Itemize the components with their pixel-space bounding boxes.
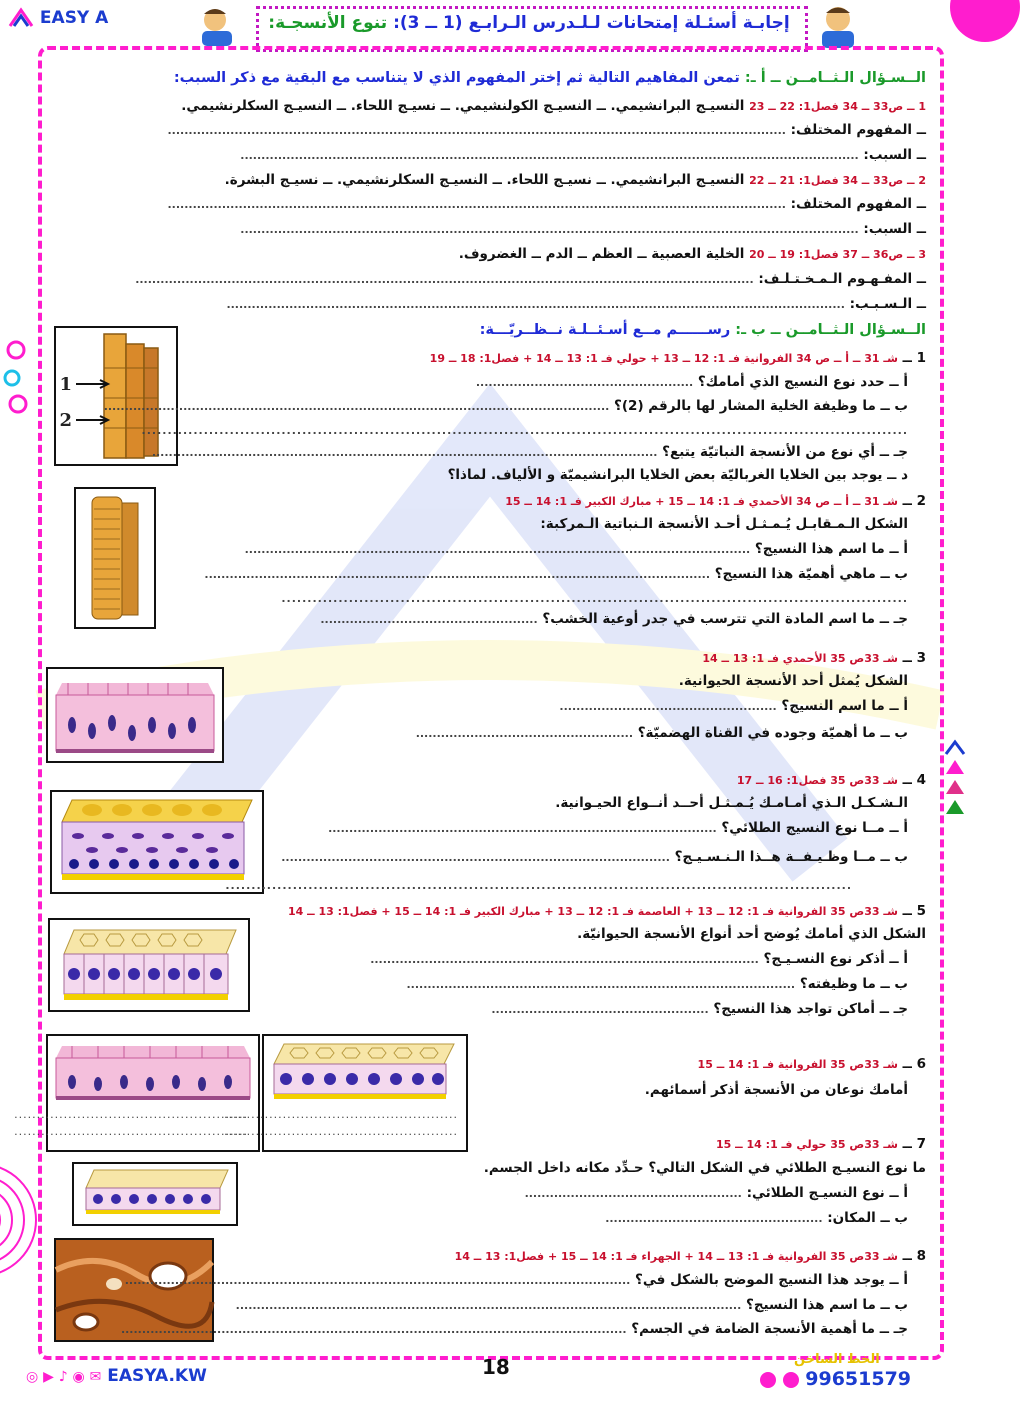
columnar-epithelium-figure: [46, 667, 224, 763]
logo-icon: [8, 8, 34, 28]
arrows-decoration-icon: [942, 740, 968, 830]
answer-line[interactable]: ....................................................................................................................................................: [240, 149, 859, 162]
answer-line[interactable]: ....................................................: [475, 376, 694, 389]
answer-line[interactable]: ....................................................: [320, 613, 538, 626]
q1-part-d: د ــ يوجد بين الخلايا الغرباليّة بعض الخلايا البرانشيميّة و الألياف. لماذا؟: [447, 467, 908, 483]
q2-header: 2 ــ شـ 31 ــ أ ــ ص 34 الأحمدي فـ 1: 14 ــ 15 + مبارك الكبير فـ 1: 14 ــ 15: [505, 493, 926, 509]
answer-line[interactable]: ....................................................................................................................................................: [141, 424, 908, 437]
q4-answer-extra: [225, 877, 852, 893]
answer-line[interactable]: .............................................................................................: [370, 953, 759, 966]
q3-part-a: أ ــ ما اسم النسيج؟ ....................................................: [559, 698, 908, 714]
answer-line[interactable]: ....................................................: [491, 1003, 709, 1016]
q8a-title: الــسـؤال الـثــامــن ــ أ ـ: تمعن المفاهيم التالية ثم إختر المفهوم الذي لا يتناسب مع البقية مع ذكر السبب:: [173, 70, 926, 86]
answer-line[interactable]: .........................................................................................................................: [225, 879, 852, 892]
answer-line[interactable]: ....................................................: [524, 1187, 742, 1200]
q4-intro: الـشـكـل الـذي أمـامـك يُـمـثـل أحــد أنــواع الحيـوانية.: [555, 795, 908, 811]
xylem-figure: [74, 487, 156, 629]
figure-label-1: 1: [59, 374, 72, 395]
q5-part-c: جـ ــ أماكن تواجد هذا النسيج؟ ....................................................: [491, 1001, 908, 1017]
answer-line[interactable]: ....................................................................................................................................................: [240, 223, 859, 236]
q8a-item-3-answer-2: ــ الـسـبـب: ....................................................................................................................................................: [226, 296, 926, 312]
answer-line[interactable]: ....................................................: [559, 700, 777, 713]
q5-header: 5 ــ شـ 33ص 35 الفروانية فـ 1: 12 ــ 13 + العاصمة فـ 1: 12 ــ 13 + مبارك الكبير فـ 1: 14 ــ 15 + فصل1: 13 ــ 14: [287, 903, 926, 919]
q7-part-b: ب ــ المكان: ....................................................: [605, 1210, 908, 1226]
q2-part-a: أ ــ ما اسم هذا النسيج؟ .........................................................................................................................: [244, 541, 908, 557]
q3-header: 3 ــ شـ 33ص 35 الأحمدي فـ 1: 13 ــ 14: [702, 650, 926, 666]
q8a-item-1-answer-1: ــ المفهوم المختلف: ....................................................................................................................................................: [167, 122, 926, 138]
social-icons: ◎ ▶ ♪ ◉ ✉: [26, 1369, 102, 1385]
q5-intro: الشكل الذي أمامك يُوضح أحد أنواع الأنسجة الحيوانيّة.: [577, 926, 926, 942]
social-handle[interactable]: ◎ ▶ ♪ ◉ ✉ EASYA.KW: [26, 1366, 207, 1386]
q5-part-b: ب ــ ما وظيفته؟ .............................................................................................: [406, 976, 908, 992]
answer-line[interactable]: .............................................................................................: [281, 851, 670, 864]
phone-icon: [783, 1372, 799, 1388]
q8a-item-1: 1 ــ ص33 ــ 34 فصل1: 22 ــ 23 النسيـج البرانشيمي. ــ النسيـج الكولنشيمي. ــ نسيـج اللحاء. ــ النسيـج السكلرنشيمي.: [181, 98, 926, 114]
q8-header: 8 ــ شـ 33ص 35 الفروانية فـ 1: 13 ــ 14 + الجهراء فـ 1: 14 ــ 15 + فصل1: 13 ــ 14: [454, 1248, 926, 1264]
thinking-boy-right-icon: [808, 4, 866, 48]
q8a-item-2-answer-1: ــ المفهوم المختلف: ....................................................................................................................................................: [167, 196, 926, 212]
brand-logo: [8, 8, 108, 28]
q6-intro: أمامك نوعان من الأنسجة أذكر أسمائهم.: [644, 1082, 908, 1098]
answer-line[interactable]: ....................................................................................................................................................: [135, 273, 754, 286]
q3-part-b: ب ــ ما أهميّة وجوده في القناة الهضميّة؟ ....................................................: [415, 725, 908, 741]
corner-decoration: [950, 0, 1020, 42]
answer-line[interactable]: .........................................................................................................................: [244, 543, 751, 556]
thinking-boy-left-icon: [190, 6, 248, 46]
q2-intro: الشكل الـمـقابـل يُـمـثـل أحـد الأنسجة الـنباتية الـمركبة:: [540, 516, 908, 532]
answer-line[interactable]: .........................................................................................................................: [204, 568, 711, 581]
q6-answer-left: [14, 1108, 248, 1138]
q4-header: 4 ــ شـ 33ص 35 فصل1: 16 ــ 17: [736, 772, 926, 788]
hotline-label: الخط الساخن: [794, 1352, 880, 1367]
q7-header: 7 ــ شـ 33ص 35 حولي فـ 1: 14 ــ 15: [716, 1136, 926, 1152]
q8a-item-3: 3 ــ ص36 ــ 37 فصل1: 19 ــ 20 الخلية العصبية ــ العظم ــ الدم ــ الغضروف.: [458, 246, 926, 262]
answer-line[interactable]: .............................................................................................: [406, 978, 796, 991]
answer-line[interactable]: ....................................................: [224, 1108, 458, 1121]
tissue-figure-right: [224, 1034, 468, 1152]
q8-part-c: جـ ــ ما أهمية الأنسجة الضامة في الجسم؟ .........................................................................................................................: [120, 1321, 908, 1337]
q1-part-c: جـ ــ أي نوع من الأنسجة النباتيّة يتبع؟ .........................................................................................................................: [151, 444, 908, 460]
answer-line[interactable]: ....................................................: [605, 1212, 823, 1225]
q7-intro: ما نوع النسيـج الطلائي في الشكل التالي؟ حـدِّد مكانه داخل الجسم.: [483, 1160, 926, 1176]
figure-label-2: 2: [59, 410, 72, 431]
logo-text: EASY A: [39, 8, 109, 28]
q8a-item-2-answer-2: ــ السبب: ....................................................................................................................................................: [240, 221, 926, 237]
q1-part-b: ب ــ ما وظيفة الخلية المشار لها بالرقم (2)؟ .........................................................................................................................: [103, 398, 908, 414]
q8b-title: الــسـؤال الـثــامــن ــ ب ـ: رســــــم مــع أسـئــلـة نــظــريّـــة:: [479, 322, 926, 338]
q4-part-b: ب ــ مــا وظـيـفــة هــذا الـنـسـيـج؟ .............................................................................................: [281, 849, 908, 865]
answer-line[interactable]: ....................................................: [14, 1108, 248, 1121]
answer-line[interactable]: .........................................................................................................................: [235, 1299, 742, 1312]
answer-line[interactable]: ....................................................: [415, 727, 633, 740]
q7-tissue-figure: [72, 1162, 238, 1226]
rings-decoration-icon: [0, 1160, 40, 1280]
q8a-item-2: 2 ــ ص33 ــ 34 فصل1: 21 ــ 22 النسيـج البرانشيمي. ــ نسيـج اللحاء. ــ النسيـج السكلرنشيمي. ــ نسيـج البشرة.: [224, 172, 926, 188]
answer-line[interactable]: .........................................................................................................................: [120, 1323, 627, 1336]
whatsapp-icon: [760, 1372, 776, 1388]
answer-line[interactable]: .........................................................................................................................: [151, 446, 658, 459]
cuboidal-epithelium-figure: [48, 918, 250, 1012]
q2-part-b: ب ــ ماهي أهميّة هذا النسيج؟ .........................................................................................................................: [204, 566, 908, 582]
q8a-item-3-answer-1: ــ المفـهـوم الـمـخـتـلـف: ....................................................................................................................................................: [135, 271, 926, 287]
answer-line[interactable]: ....................................................................................................................................................: [226, 298, 845, 311]
q1-header: 1 ــ شـ 31 ــ أ ــ ص 34 الفروانية فـ 1: 12 ــ 13 + حولي فـ 1: 13 ــ 14 + فصل1: 18 ــ 19: [429, 350, 926, 366]
answer-line[interactable]: .............................................................................................: [328, 822, 717, 835]
q8-part-a: أ ــ يوجد هذا النسيج الموضح بالشكل في؟ .........................................................................................................................: [124, 1272, 908, 1288]
q1-part-a: أ ــ حدد نوع النسيج الذي أمامك؟ ....................................................: [475, 374, 908, 390]
page-title: إجابـة أسئـلة إمتحانات لـلـدرس الـرابـع (1 ــ 3): تنوع الأنسجـة:: [268, 13, 790, 33]
balloons-decoration-icon: [2, 330, 32, 430]
q7-part-a: أ ــ نوع النسيـج الطلائي: ....................................................: [524, 1185, 908, 1201]
answer-line[interactable]: ....................................................: [224, 1125, 458, 1138]
q6-answer-right: [224, 1108, 458, 1138]
answer-line[interactable]: .........................................................................................................................: [281, 592, 908, 605]
q2-part-c: جـ ــ ما اسم المادة التي تترسب في جدر أوعية الخشب؟ ....................................................: [320, 611, 908, 627]
q1-answer-extra: [142, 422, 908, 438]
q2-answer-extra: [281, 590, 908, 606]
answer-line[interactable]: .........................................................................................................................: [103, 400, 610, 413]
q5-part-a: أ ــ أذكر نوع النسـيـج؟ .............................................................................................: [370, 951, 908, 967]
page-number: 18: [482, 1355, 510, 1379]
answer-line[interactable]: .........................................................................................................................: [124, 1274, 631, 1287]
answer-line[interactable]: ....................................................................................................................................................: [167, 124, 786, 137]
q4-part-a: أ ــ مــا نوع النسيج الطلائي؟ .............................................................................................: [328, 820, 908, 836]
q6-header: 6 ــ شـ 33ص 35 الفروانية فـ 1: 14 ــ 15: [697, 1056, 926, 1072]
answer-line[interactable]: ....................................................: [14, 1125, 248, 1138]
q8a-item-1-answer-2: ــ السبب: ....................................................................................................................................................: [240, 147, 926, 163]
answer-line[interactable]: ....................................................................................................................................................: [167, 198, 786, 211]
phone-number[interactable]: 99651579: [760, 1368, 911, 1390]
q8-part-b: ب ــ ما اسم هذا النسيج؟ .........................................................................................................................: [235, 1297, 908, 1313]
q3-intro: الشكل يُمثل أحد الأنسجة الحيوانية.: [678, 673, 908, 689]
